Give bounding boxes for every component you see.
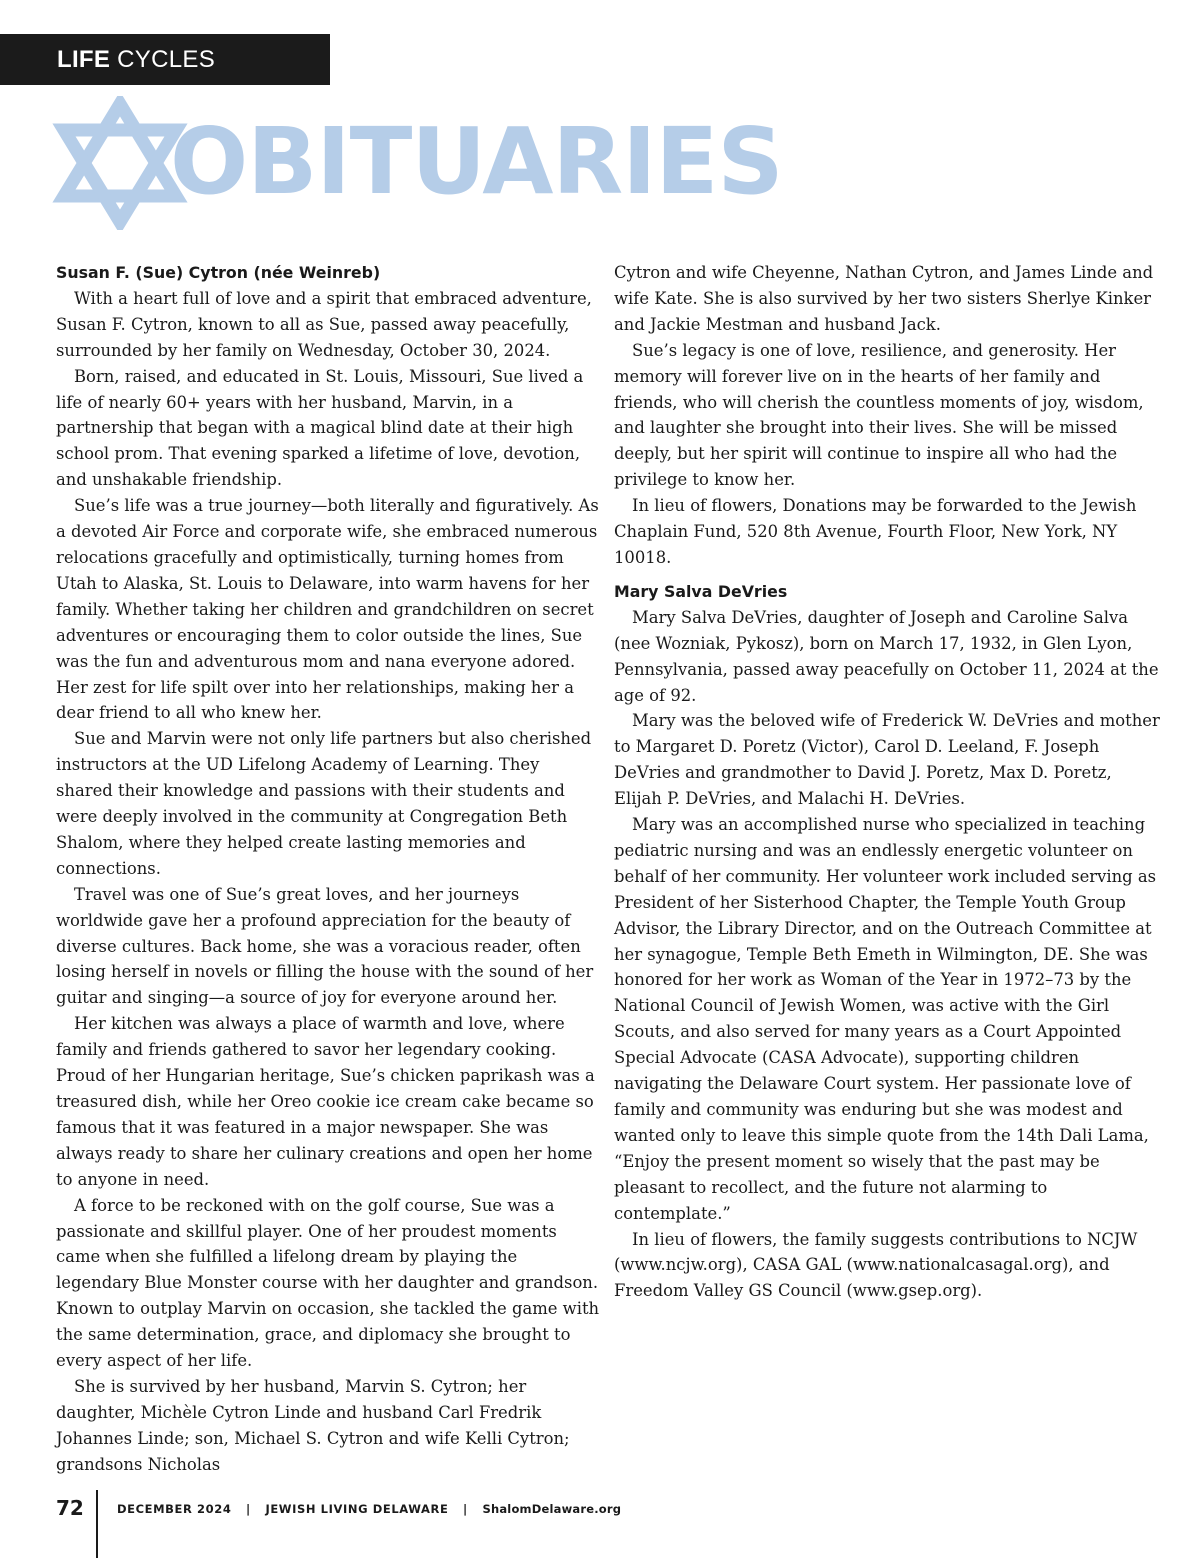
obituary-paragraph: Sue and Marvin were not only life partners but also cherished instructors at the UD Lifelong Academy of Learning. They shared their knowledge and passions with their students and were deeply involved in the community at Congregation Beth Shalom, where they helped create lasting memories and connections. bbox=[56, 729, 592, 878]
footer-separator: | bbox=[463, 1502, 468, 1516]
footer-divider bbox=[96, 1490, 98, 1558]
section-label-light: CYCLES bbox=[117, 46, 216, 73]
page-footer bbox=[0, 1490, 1200, 1558]
obituary-paragraph: Travel was one of Sue’s great loves, and her journeys worldwide gave her a profound appreciation for the beauty of diverse cultures. Back home, she was a voracious reader, often losing herself in novels or filling the house with the sound of her guitar and singing—a source of joy for everyone around her. bbox=[56, 884, 594, 1008]
section-label bbox=[0, 34, 330, 85]
section-label-bold: LIFE bbox=[57, 46, 111, 73]
obituary-paragraph: Mary Salva DeVries, daughter of Joseph and Caroline Salva (nee Wozniak, Pykosz), born on March 17, 1932, in Glen Lyon, Pennsylvania, passed away peacefully on October 11, 2024 at the age of 92. bbox=[614, 607, 1159, 705]
obituary-paragraph: In lieu of flowers, Donations may be forwarded to the Jewish Chaplain Fund, 520 8th Avenue, Fourth Floor, New York, NY 10018. bbox=[614, 496, 1137, 567]
obituary-paragraph: Her kitchen was always a place of warmth and love, where family and friends gathered to savor her legendary cooking. Proud of her Hungarian heritage, Sue’s chicken paprikash was a treasured dish, while her Oreo cookie ice cream cake became so famous that it was featured in a major newspaper. She was always ready to share her culinary creations and open her home to anyone in need. bbox=[56, 1014, 595, 1189]
publication-name: JEWISH LIVING DELAWARE bbox=[265, 1502, 449, 1516]
column-right bbox=[614, 260, 1162, 1304]
obituary-name: Susan F. (Sue) Cytron (née Weinreb) bbox=[56, 263, 381, 282]
page-title: OBITUARIES bbox=[170, 108, 783, 215]
obituary-paragraph: Mary was an accomplished nurse who specialized in teaching pediatric nursing and was an endlessly energetic volunteer on behalf of her community. Her volunteer work included serving as President of her Sisterhood Chapter, the Temple Youth Group Advisor, the Library Director, and on the Outreach Committee at her synagogue, Temple Beth Emeth in Wilmington, DE. She was honored for her work as Woman of the Year in 1972–73 by the National Council of Jewish Women, was active with the Girl Scouts, and also served for many years as a Court Appointed Special Advocate (CASA Advocate), supporting children navigating the Delaware Court system. Her passionate love of family and community was enduring but she was modest and wanted only to leave this simple quote from the 14th Dali Lama, “Enjoy the present moment so wisely that the past may be pleasant to recollect, and the future not alarming to contemplate.” bbox=[614, 815, 1157, 1223]
obituary-paragraph: Sue’s life was a true journey—both literally and figuratively. As a devoted Air Force and corporate wife, she embraced numerous relocations gracefully and optimistically, turning homes from Utah to Alaska, St. Louis to Delaware, into warm havens for her family. Whether taking her children and grandchildren on secret adventures or encouraging them to color outside the lines, Sue was the fun and adventurous mom and nana everyone adored. Her zest for life spilt over into her relationships, making her a dear friend to all who knew her. bbox=[56, 496, 599, 723]
obituary-paragraph: With a heart full of love and a spirit that embraced adventure, Susan F. Cytron, known to all as Sue, passed away peacefully, surrounded by her family on Wednesday, October 30, 2024. bbox=[56, 288, 592, 360]
obituary-paragraph: Mary was the beloved wife of Frederick W. DeVries and mother to Margaret D. Poretz (Victor), Carol D. Leeland, F. Joseph DeVries and grandmother to David J. Poretz, Max D. Poretz, Elijah P. DeVries, and Malachi H. DeVries. bbox=[614, 711, 1160, 809]
obituary-paragraph: In lieu of flowers, the family suggests contributions to NCJW (www.ncjw.org), CASA GAL (www.nationalcasagal.org), and Freedom Valley GS Council (www.gsep.org). bbox=[614, 1229, 1138, 1301]
obituary-paragraph: A force to be reckoned with on the golf course, Sue was a passionate and skillful player. One of her proudest moments came when she fulfilled a lifelong dream by playing the legendary Blue Monster course with her daughter and grandson. Known to outplay Marvin on occasion, she tackled the game with the same determination, grace, and diplomacy she brought to every aspect of her life. bbox=[56, 1195, 600, 1371]
obituary-paragraph: She is survived by her husband, Marvin S. Cytron; her daughter, Michèle Cytron Linde and husband Carl Fredrik Johannes Linde; son, Michael S. Cytron and wife Kelli Cytron; grandsons Nicholas bbox=[56, 1376, 570, 1474]
star-of-david-icon bbox=[52, 96, 188, 230]
page-number: 72 bbox=[56, 1496, 84, 1520]
issue-date: DECEMBER 2024 bbox=[117, 1502, 232, 1516]
website-link[interactable]: ShalomDelaware.org bbox=[482, 1502, 622, 1516]
obituary-paragraph: Cytron and wife Cheyenne, Nathan Cytron, and James Linde and wife Kate. She is also survived by her two sisters Sherlye Kinker and Jackie Mestman and husband Jack. bbox=[614, 263, 1154, 334]
obituary-paragraph: Born, raised, and educated in St. Louis, Missouri, Sue lived a life of nearly 60+ years with her husband, Marvin, in a partnership that began with a magical blind date at their high school prom. That evening sparked a lifetime of love, devotion, and unshakable friendship. bbox=[56, 366, 584, 490]
footer-separator: | bbox=[246, 1502, 251, 1516]
column-left bbox=[56, 260, 601, 1478]
obituary-paragraph: Sue’s legacy is one of love, resilience, and generosity. Her memory will forever live on in the hearts of her family and friends, who will cherish the countless moments of joy, wisdom, and laughter she brought into their lives. She will be missed deeply, but her spirit will continue to inspire all who had the privilege to know her. bbox=[614, 340, 1144, 490]
footer-credits bbox=[117, 1502, 621, 1516]
obituary-name: Mary Salva DeVries bbox=[614, 581, 788, 601]
